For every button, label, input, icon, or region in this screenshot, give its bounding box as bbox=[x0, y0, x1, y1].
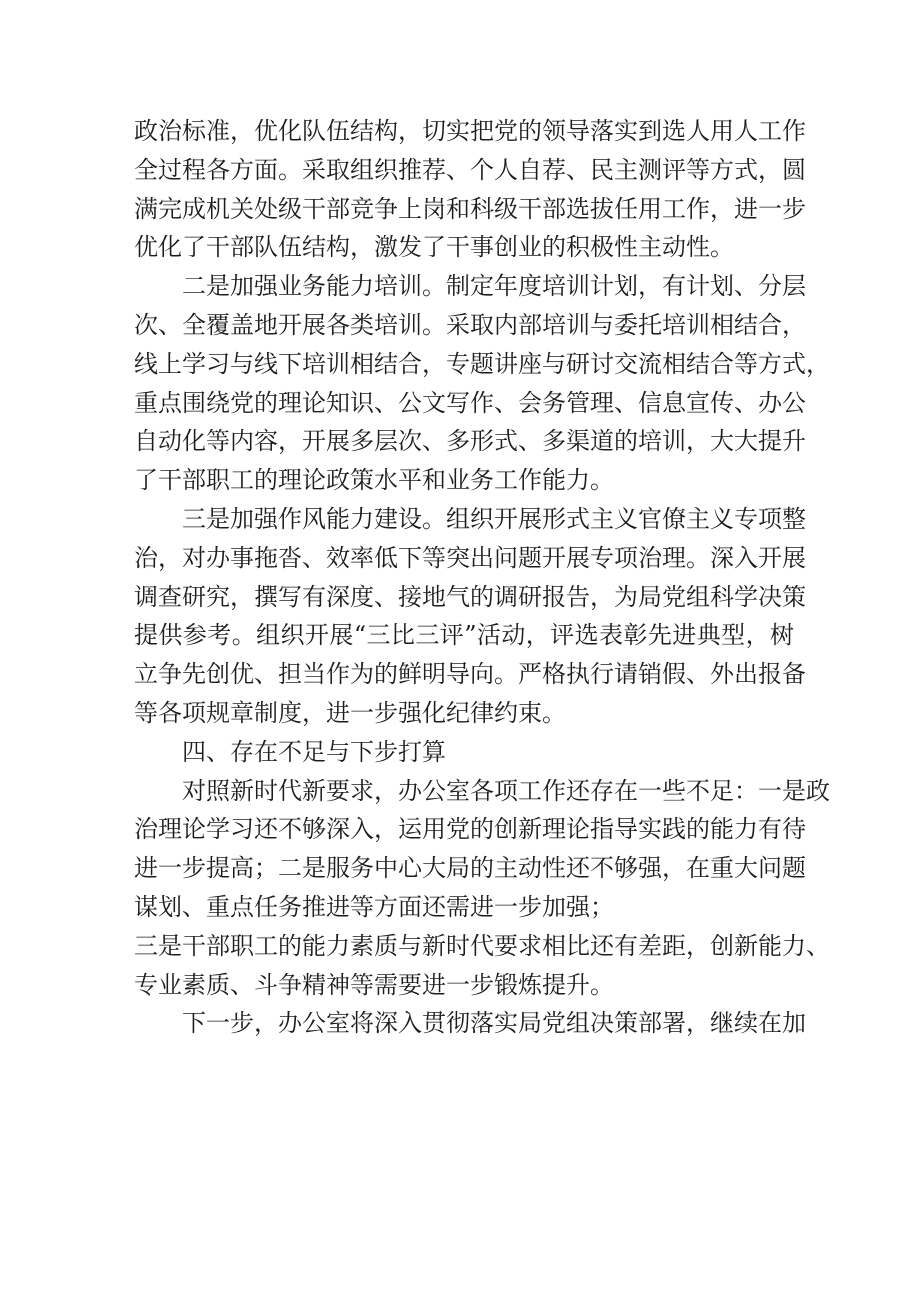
text-line: 优化了干部队伍结构，激发了干事创业的积极性主动性。 bbox=[134, 233, 734, 262]
text-line: 满完成机关处级干部竞争上岗和科级干部选拔任用工作，进一步 bbox=[134, 194, 806, 223]
document-body bbox=[134, 112, 830, 1043]
text-line: 重点围绕党的理论知识、公文写作、会务管理、信息宣传、办公 bbox=[134, 388, 806, 417]
text-line: 政治标准，优化队伍结构，切实把党的领导落实到选人用人工作 bbox=[134, 117, 806, 145]
text-line: 治理论学习还不够深入，运用党的创新理论指导实践的能力有待 bbox=[134, 815, 806, 844]
text-line: 调查研究，撰写有深度、接地气的调研报告，为局党组科学决策 bbox=[134, 582, 806, 611]
paragraph-start-line: 三是加强作风能力建设。组织开展形式主义官僚主义专项整 bbox=[182, 504, 806, 533]
paragraph-start-line: 下一步，办公室将深入贯彻落实局党组决策部署，继续在加 bbox=[182, 1009, 806, 1038]
text-line: 谋划、重点任务推进等方面还需进一步加强； bbox=[134, 892, 614, 921]
text-line: 专业素质、斗争精神等需要进一步锻炼提升。 bbox=[134, 970, 614, 999]
text-line: 三是干部职工的能力素质与新时代要求相比还有差距，创新能力、 bbox=[134, 931, 830, 960]
text-line: 治，对办事拖沓、效率低下等突出问题开展专项治理。深入开展 bbox=[134, 543, 806, 572]
paragraph-start-line: 二是加强业务能力培训。制定年度培训计划，有计划、分层 bbox=[182, 272, 806, 301]
text-line: 进一步提高；二是服务中心大局的主动性还不够强，在重大问题 bbox=[134, 854, 806, 883]
text-line: 提供参考。组织开展“三比三评”活动，评选表彰先进典型，树 bbox=[134, 621, 794, 650]
text-line: 立争先创优、担当作为的鲜明导向。严格执行请销假、外出报备 bbox=[134, 660, 806, 689]
section-heading: 四、存在不足与下步打算 bbox=[182, 737, 446, 766]
text-line: 线上学习与线下培训相结合，专题讲座与研讨交流相结合等方式， bbox=[134, 349, 830, 378]
text-line: 次、全覆盖地开展各类培训。采取内部培训与委托培训相结合， bbox=[134, 310, 806, 339]
text-line: 了干部职工的理论政策水平和业务工作能力。 bbox=[134, 466, 614, 495]
paragraph-start-line: 对照新时代新要求，办公室各项工作还存在一些不足：一是政 bbox=[182, 776, 830, 805]
text-line: 自动化等内容，开展多层次、多形式、多渠道的培训，大大提升 bbox=[134, 427, 806, 456]
text-line: 全过程各方面。采取组织推荐、个人自荐、民主测评等方式，圆 bbox=[134, 155, 806, 184]
text-line: 等各项规章制度，进一步强化纪律约束。 bbox=[134, 698, 566, 727]
